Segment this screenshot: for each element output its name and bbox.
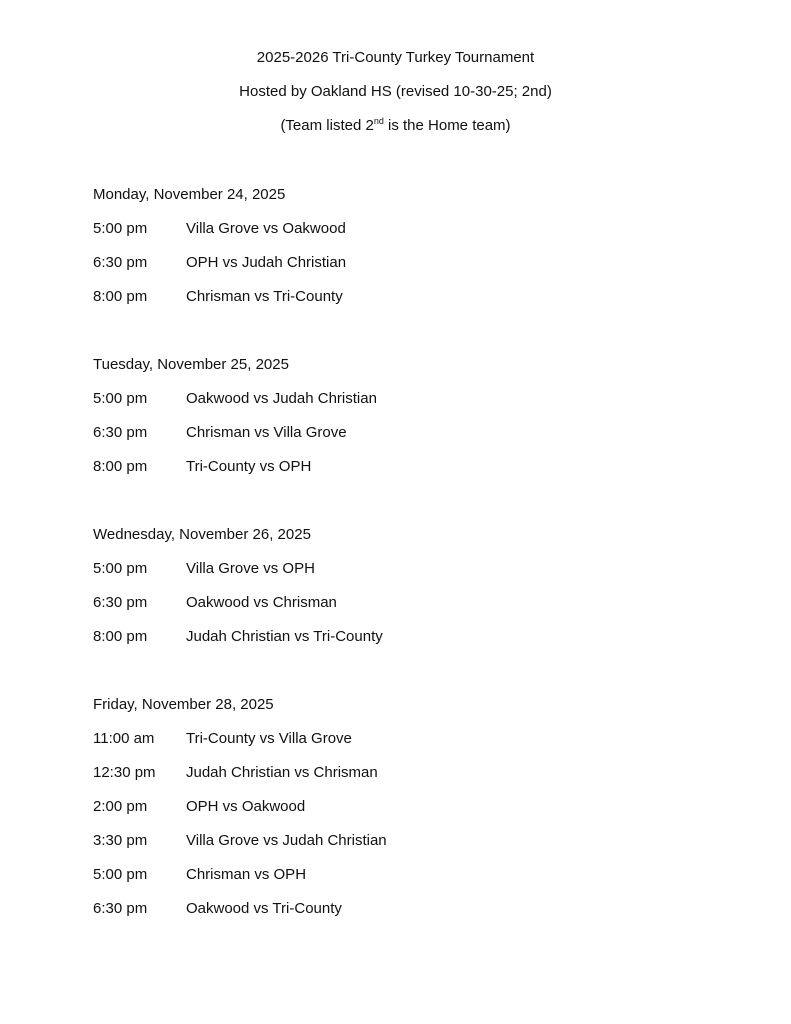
game-row xyxy=(93,382,387,416)
game-time: 8:00 pm xyxy=(93,628,148,645)
game-row xyxy=(93,416,387,450)
game-row xyxy=(93,790,387,824)
game-matchup: Chrisman vs Villa Grove xyxy=(186,424,347,441)
game-matchup: Judah Christian vs Tri-County xyxy=(186,628,383,645)
game-row xyxy=(93,756,387,790)
game-matchup: Tri-County vs Villa Grove xyxy=(186,730,352,747)
document-title: 2025-2026 Tri-County Turkey Tournament xyxy=(256,49,535,66)
day-heading: Wednesday, November 26, 2025 xyxy=(93,526,311,543)
schedule xyxy=(93,178,387,960)
game-row xyxy=(93,450,387,484)
game-matchup: Oakwood vs Judah Christian xyxy=(186,390,377,407)
game-time: 5:00 pm xyxy=(93,560,148,577)
game-row xyxy=(93,212,387,246)
game-time: 6:30 pm xyxy=(93,254,148,271)
day-section xyxy=(93,178,387,314)
game-time: 11:00 am xyxy=(93,730,155,747)
game-time: 3:30 pm xyxy=(93,832,148,849)
game-matchup: OPH vs Judah Christian xyxy=(186,254,347,271)
game-time: 6:30 pm xyxy=(93,900,148,917)
game-matchup: Chrisman vs Tri-County xyxy=(186,288,343,305)
game-time: 6:30 pm xyxy=(93,594,148,611)
day-section xyxy=(93,348,387,484)
game-row xyxy=(93,620,387,654)
game-row xyxy=(93,892,387,926)
game-row xyxy=(93,824,387,858)
game-time: 8:00 pm xyxy=(93,288,148,305)
home-team-note: (Team listed 2nd is the Home team) xyxy=(280,116,511,134)
game-row xyxy=(93,586,387,620)
day-section xyxy=(93,688,387,926)
game-time: 5:00 pm xyxy=(93,390,148,407)
day-heading: Monday, November 24, 2025 xyxy=(93,186,286,203)
game-time: 12:30 pm xyxy=(93,764,156,781)
game-matchup: Judah Christian vs Chrisman xyxy=(186,764,378,781)
game-matchup: OPH vs Oakwood xyxy=(186,798,306,815)
game-row xyxy=(93,246,387,280)
day-heading: Friday, November 28, 2025 xyxy=(93,696,274,713)
day-heading: Tuesday, November 25, 2025 xyxy=(93,356,289,373)
game-matchup: Villa Grove vs OPH xyxy=(186,560,315,577)
document-header xyxy=(0,41,791,143)
game-row xyxy=(93,280,387,314)
game-row xyxy=(93,552,387,586)
game-row xyxy=(93,858,387,892)
game-time: 8:00 pm xyxy=(93,458,148,475)
game-time: 5:00 pm xyxy=(93,866,148,883)
game-row xyxy=(93,722,387,756)
game-time: 5:00 pm xyxy=(93,220,148,237)
game-matchup: Oakwood vs Tri-County xyxy=(186,900,342,917)
game-matchup: Villa Grove vs Judah Christian xyxy=(186,832,387,849)
game-matchup: Chrisman vs OPH xyxy=(186,866,307,883)
game-matchup: Oakwood vs Chrisman xyxy=(186,594,337,611)
document-subtitle: Hosted by Oakland HS (revised 10-30-25; 2nd) xyxy=(239,83,552,100)
game-matchup: Tri-County vs OPH xyxy=(186,458,312,475)
game-time: 6:30 pm xyxy=(93,424,148,441)
day-section xyxy=(93,518,387,654)
game-matchup: Villa Grove vs Oakwood xyxy=(186,220,346,237)
game-time: 2:00 pm xyxy=(93,798,148,815)
